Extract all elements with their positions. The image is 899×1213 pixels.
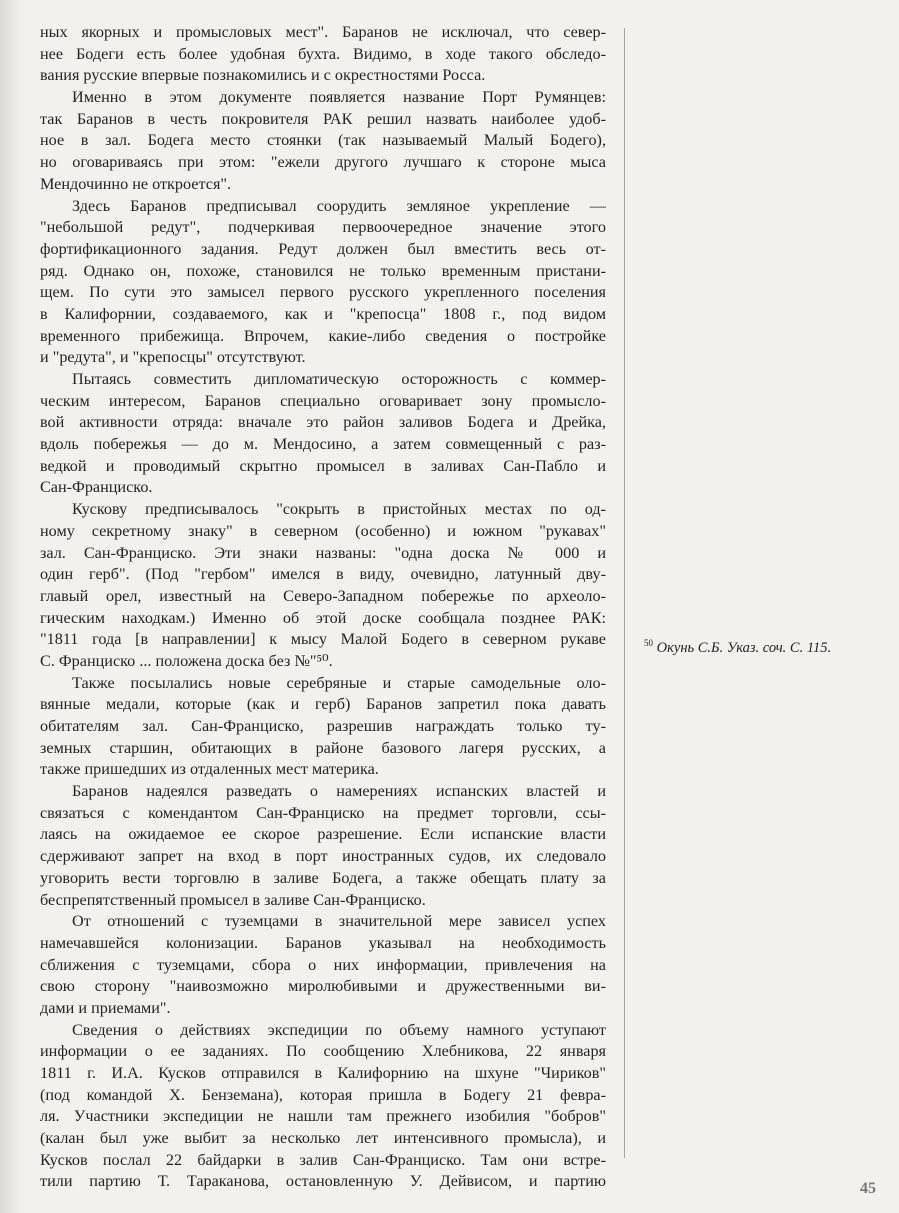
text-line: в Калифорнии, создаваемого, как и "крепосца" 1808 г., под видом [40, 304, 606, 323]
page-edge-shadow [0, 0, 22, 1213]
text-line: ному секретному знаку" в северном (особенно) и южном "рукавах" [40, 521, 606, 540]
text-line: ля. Участники экспедиции не нашли там прежнего изобилия "бобров" [40, 1107, 606, 1126]
text-line: Мендочинно не откроется". [40, 174, 232, 193]
text-line: Пытаясь совместить дипломатическую осторожность с коммер- [72, 370, 606, 388]
text-line: сближения с туземцами, сбора о них информации, привлечения на [40, 955, 606, 974]
main-text-column [40, 22, 606, 1193]
text-line: земных старшин, обитающих в районе базового лагеря русских, а [40, 738, 606, 757]
text-line: уговорить вести торговлю в заливе Бодега, а также обещать плату за [40, 868, 606, 887]
text-line: ческим интересом, Баранов специально оговаривает зону промысло- [40, 391, 606, 410]
text-line: Кусков послал 22 байдарки в залив Сан-Франциско. Там они встре- [40, 1150, 606, 1169]
text-line: (калан был уже выбит за несколько лет интенсивного промысла), и [40, 1129, 606, 1148]
text-line: вания русские впервые познакомились и с окрестностями Росса. [40, 66, 486, 85]
page-number: 45 [860, 1180, 876, 1197]
footnote-number: 50 [644, 638, 653, 648]
text-line: "1811 года [в направлении] к мысу Малой Бодего в северном рукаве [40, 630, 606, 649]
text-line: временного прибежища. Впрочем, какие-либо сведения о постройке [40, 326, 606, 345]
text-line: (под командой Х. Бенземана), которая пришла в Бодегу 21 февра- [40, 1085, 606, 1104]
text-line: гическим находкам.) Именно об этой доске сообщала позднее РАК: [40, 608, 606, 627]
text-line: вой активности отряда: вначале это район заливов Бодега и Дрейка, [40, 413, 606, 432]
text-line: ных якорных и промысловых мест". Баранов не исключал, что север- [40, 23, 606, 41]
text-line: зал. Сан-Франциско. Эти знаки названы: "одна доска № 000 и [40, 543, 606, 562]
text-line: щем. По сути это замысел первого русского укрепленного поселения [40, 283, 606, 302]
text-line: Сан-Франциско. [40, 478, 153, 497]
footnote-text: Окунь С.Б. Указ. соч. С. 115. [656, 639, 832, 656]
text-line: один герб". (Под "гербом" имелся в виду, очевидно, латунный дву- [40, 565, 606, 584]
text-line: Также посылались новые серебряные и старые самодельные оло- [72, 673, 606, 692]
text-line: сдерживают запрет на вход в порт иностранных судов, их следовало [40, 847, 606, 866]
text-line: намечавшейся колонизации. Баранов указывал на необходимость [40, 933, 606, 952]
text-line: связаться с комендантом Сан-Франциско на предмет торговли, ссы- [40, 803, 606, 822]
text-line: также пришедших из отдаленных мест материка. [40, 760, 379, 779]
text-line: информации о ее заданиях. По сообщению Хлебникова, 22 января [40, 1042, 606, 1061]
text-line: нее Бодеги есть более удобная бухта. Видимо, в ходе такого обследо- [40, 44, 606, 63]
text-line: главый орел, известный на Северо-Западном побережье по археоло- [40, 586, 606, 605]
text-line: так Баранов в честь покровителя РАК решил назвать наиболее удоб- [40, 109, 606, 128]
text-line: ряд. Однако он, похоже, становился не только временным пристани- [40, 261, 606, 280]
column-divider [624, 28, 625, 1158]
text-line: беспрепятственный промысел в заливе Сан-Франциско. [40, 890, 426, 909]
text-line: С. Франциско ... положена доска без №"⁵⁰. [40, 651, 333, 670]
text-line: Баранов надеялся разведать о намерениях испанских властей и [72, 782, 606, 801]
text-line: Сведения о действиях экспедиции по объему намного уступают [72, 1020, 606, 1039]
text-line: и "редута", и "крепосцы" отсутствуют. [40, 348, 306, 367]
text-line: тили партию Т. Тараканова, остановленную У. Дейвисом, и партию [40, 1172, 606, 1191]
text-line: ное в зал. Бодега место стоянки (так называемый Малый Бодего), [40, 131, 606, 150]
text-line: Кускову предписывалось "сокрыть в пристойных местах по од- [72, 500, 606, 519]
text-line: Здесь Баранов предписывал соорудить земляное укрепление — [72, 196, 606, 215]
text-line: дами и приемами". [40, 998, 171, 1017]
footnote [644, 634, 884, 657]
text-line: От отношений с туземцами в значительной мере зависел успех [72, 912, 606, 931]
text-line: свою сторону "наивозможно миролюбивыми и дружественными ви- [40, 977, 606, 996]
text-line: 1811 г. И.А. Кусков отправился в Калифорнию на шхуне "Чириков" [40, 1064, 606, 1082]
text-line: но оговариваясь при этом: "ежели другого лучшаго к стороне мыса [40, 153, 606, 172]
text-line: "небольшой редут", подчеркивая первоочередное значение этого [40, 218, 606, 237]
text-line: Именно в этом документе появляется название Порт Румянцев: [72, 88, 606, 107]
text-line: фортификационного задания. Редут должен был вместить весь от- [40, 239, 606, 258]
text-line: лаясь на ожидаемое ее скорое разрешение. Если испанские власти [40, 825, 606, 844]
text-line: ведкой и проводимый скрытно промысел в заливах Сан-Пабло и [40, 456, 606, 475]
text-line: вдоль побережья — до м. Мендосино, а затем совмещенный с раз- [40, 435, 606, 454]
text-line: вянные медали, которые (как и герб) Баранов запретил пока давать [40, 695, 606, 714]
text-line: обитателям зал. Сан-Франциско, разрешив награждать только ту- [40, 717, 606, 735]
